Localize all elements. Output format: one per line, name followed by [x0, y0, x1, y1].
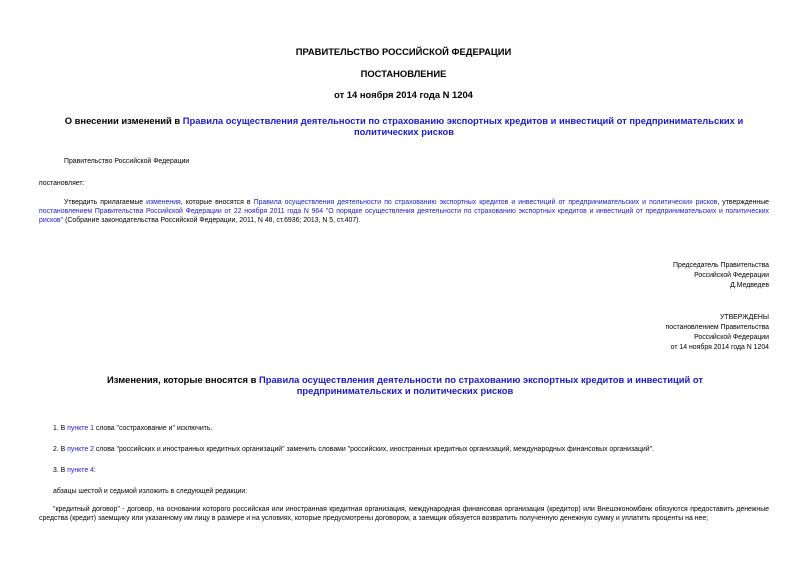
title-prefix: О внесении изменений в: [64, 115, 183, 126]
paragraph-approve: Утвердить прилагаемые изменения, которые вносятся в Правила осуществления деятельности по страхованию экспортных кредитов и инвестиций от предпринимательских и политических рисков, утвержденные постановлением Правительства Российской Федерации от 22 ноября 2011 года N 964 "О порядке осуществления деятельности по страхованию экспортных кредитов и инвестиций от предпринимательских и политических рисков" (Собрание законодательства Российской Федерации, 2011, N 48, ст.6936; 2013, N 5, ст.407).: [39, 199, 769, 224]
item-3: 3. В пункте 4:: [53, 467, 96, 474]
title-rules-link[interactable]: Правила осуществления деятельности по страхованию экспортных кредитов и инвестиций от предпринимательских и политических рисков: [182, 115, 744, 137]
clause-1-link[interactable]: пункте 1: [67, 425, 94, 432]
quoted-definition: "кредитный договор" - договор, на основании которого российская или иностранная кредитная организация, международная финансовая организация (кредитор) или Внешэкономбанк обязуются предоставить денежные средства (кредит) заемщику или указанному им лицу в размере и на условиях, которые предусмотрены договором, а заемщик обязуется возвратить полученную денежную сумму и уплатить проценты на нее;: [39, 506, 769, 522]
rules-link[interactable]: Правила осуществления деятельности по страхованию экспортных кредитов и инвестиций от предпринимательских и политических рисков: [253, 199, 718, 206]
doc-type-heading: ПОСТАНОВЛЕНИЕ: [360, 68, 447, 79]
changes-title-prefix: Изменения, которые вносятся в: [107, 374, 259, 385]
date-number: от 14 ноября 2014 года N 1204: [334, 89, 473, 100]
resolution-964-link[interactable]: постановлением Правительства Российской Федерации от 22 ноября 2011 года N 964 "О порядке осуществления деятельности по страхованию экспортных кредитов и инвестиций от предпринимательских и политических рисков": [39, 208, 769, 224]
issuer-text: Правительство Российской Федерации: [64, 158, 190, 165]
approved-block: УТВЕРЖДЕНЫ постановлением Правительства Российской Федерации от 14 ноября 2014 года N 1204: [665, 314, 769, 351]
changes-title: [60, 374, 750, 396]
document-title: [60, 115, 748, 137]
changes-title-rules-link[interactable]: Правила осуществления деятельности по страхованию экспортных кредитов и инвестиций от предпринимательских и политических рисков: [259, 374, 703, 396]
clause-4-link[interactable]: пункте 4: [67, 467, 94, 474]
resolves-text: постановляет:: [39, 180, 85, 187]
changes-link[interactable]: изменения: [146, 199, 181, 206]
clause-2-link[interactable]: пункте 2: [67, 446, 94, 453]
government-heading: ПРАВИТЕЛЬСТВО РОССИЙСКОЙ ФЕДЕРАЦИИ: [295, 46, 512, 57]
signature-block: Председатель Правительства Российской Федерации Д.Медведев: [673, 262, 769, 289]
item-3-subtext: абзацы шестой и седьмой изложить в следующей редакции:: [53, 488, 248, 495]
item-1: 1. В пункте 1 слова "сострахование и" исключить.: [53, 425, 213, 432]
item-2: 2. В пункте 2 слова "российских и иностранных кредитных организаций" заменить словами "российских, иностранных кредитных организаций, международных финансовых организаций".: [53, 446, 654, 453]
